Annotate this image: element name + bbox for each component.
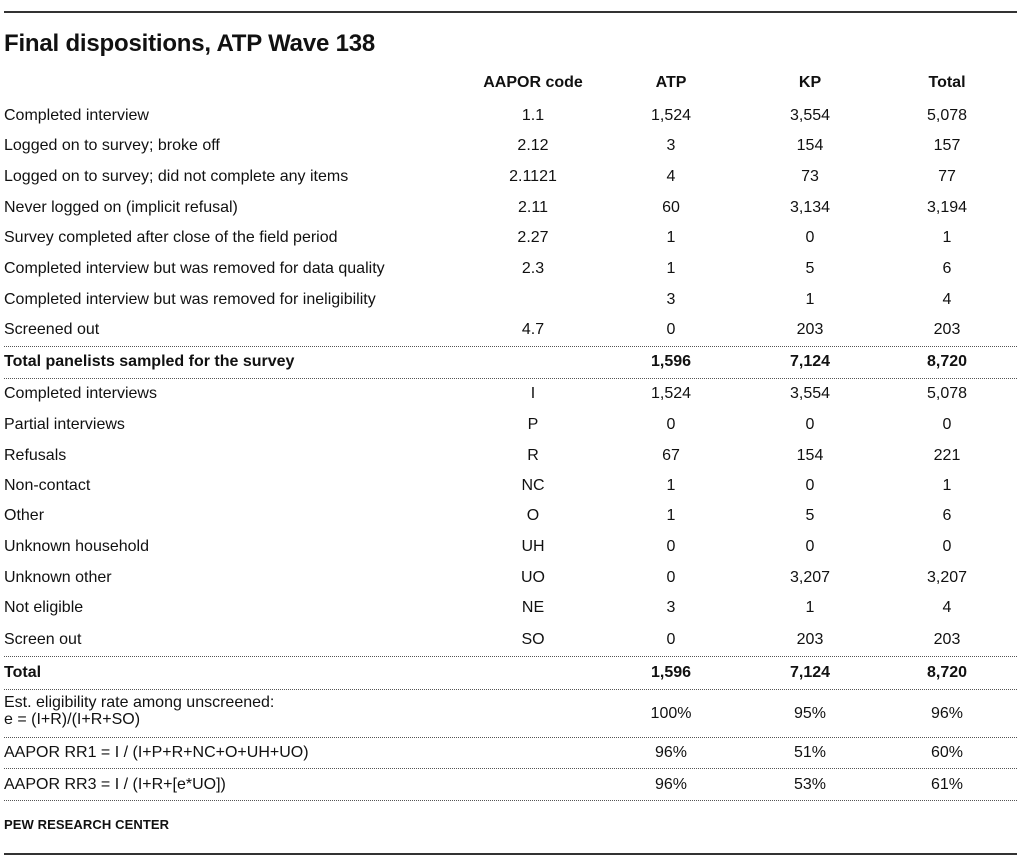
- row-kp: 95%: [793, 705, 827, 722]
- row-kp: 1: [805, 291, 815, 308]
- row-kp: 3,207: [789, 569, 831, 586]
- row-kp: 3,134: [789, 199, 831, 216]
- row-kp: 203: [796, 321, 824, 338]
- header-total: Total: [928, 74, 966, 91]
- header-aapor-code: AAPOR code: [483, 74, 583, 91]
- row-total: 221: [933, 447, 961, 464]
- row-code: 2.3: [521, 260, 545, 277]
- row-atp: 96%: [654, 776, 688, 793]
- row-total: 8,720: [926, 353, 968, 370]
- row-label: Total panelists sampled for the survey: [4, 353, 295, 370]
- row-code: NE: [521, 599, 545, 616]
- row-kp: 7,124: [789, 664, 831, 681]
- row-kp: 73: [801, 168, 819, 185]
- row-label: Never logged on (implicit refusal): [4, 199, 238, 216]
- row-atp: 0: [666, 321, 676, 338]
- row-kp: 0: [805, 416, 815, 433]
- row-atp: 1: [666, 477, 676, 494]
- row-atp: 3: [666, 599, 676, 616]
- row-label: Not eligible: [4, 599, 84, 616]
- row-kp: 0: [805, 229, 815, 246]
- row-total: 1: [942, 229, 952, 246]
- row-atp: 67: [662, 447, 680, 464]
- row-divider: [4, 346, 1017, 347]
- row-label: Logged on to survey; did not complete any items: [4, 168, 349, 185]
- row-code: 2.1121: [509, 168, 557, 185]
- row-kp: 154: [796, 137, 824, 154]
- table-row: [0, 694, 1024, 734]
- row-atp: 1: [666, 260, 676, 277]
- row-divider: [4, 737, 1017, 738]
- row-label-line1: Est. eligibility rate among unscreened:: [4, 694, 275, 711]
- row-label: Survey completed after close of the field period: [4, 229, 338, 246]
- row-label: Unknown household: [4, 538, 149, 555]
- row-atp: 1,524: [650, 385, 692, 402]
- row-label: Completed interview: [4, 107, 149, 124]
- row-divider: [4, 689, 1017, 690]
- row-atp: 0: [666, 569, 676, 586]
- row-total: 157: [933, 137, 961, 154]
- row-kp: 203: [796, 631, 824, 648]
- row-atp: 4: [666, 168, 676, 185]
- row-total: 6: [942, 260, 952, 277]
- row-total: 3,194: [926, 199, 968, 216]
- top-rule: [4, 11, 1017, 13]
- row-label: Other: [4, 507, 45, 524]
- row-code: UH: [521, 538, 545, 555]
- row-divider: [4, 800, 1017, 801]
- row-label: Non-contact: [4, 477, 91, 494]
- row-label: Unknown other: [4, 569, 112, 586]
- bottom-rule: [4, 853, 1017, 855]
- row-total: 77: [938, 168, 956, 185]
- row-kp: 0: [805, 538, 815, 555]
- row-code: I: [530, 385, 536, 402]
- row-total: 96%: [930, 705, 964, 722]
- row-total: 5,078: [926, 107, 968, 124]
- row-code: SO: [521, 631, 545, 648]
- row-atp: 3: [666, 137, 676, 154]
- row-total: 60%: [930, 744, 964, 761]
- row-atp: 96%: [654, 744, 688, 761]
- row-label: AAPOR RR3 = I / (I+R+[e*UO]): [4, 776, 226, 793]
- row-atp: 1: [666, 229, 676, 246]
- table-title: Final dispositions, ATP Wave 138: [4, 30, 376, 57]
- table-header: [0, 74, 1024, 96]
- row-kp: 1: [805, 599, 815, 616]
- row-label: Partial interviews: [4, 416, 125, 433]
- row-total: 5,078: [926, 385, 968, 402]
- row-code: UO: [521, 569, 545, 586]
- row-kp: 5: [805, 260, 815, 277]
- row-atp: 1: [666, 507, 676, 524]
- source-credit: PEW RESEARCH CENTER: [4, 817, 170, 832]
- row-code: 2.12: [517, 137, 549, 154]
- row-total: 1: [942, 477, 952, 494]
- row-atp: 1,596: [650, 353, 692, 370]
- row-code: O: [526, 507, 540, 524]
- row-code: NC: [521, 477, 545, 494]
- row-atp: 0: [666, 416, 676, 433]
- row-label: Screen out: [4, 631, 82, 648]
- row-code: P: [527, 416, 539, 433]
- row-kp: 3,554: [789, 385, 831, 402]
- row-label: Logged on to survey; broke off: [4, 137, 220, 154]
- row-divider: [4, 768, 1017, 769]
- row-kp: 154: [796, 447, 824, 464]
- row-total: 4: [942, 599, 952, 616]
- row-atp: 3: [666, 291, 676, 308]
- row-label: Completed interview but was removed for ineligibility: [4, 291, 376, 308]
- row-total: 0: [942, 416, 952, 433]
- row-label-line2: e = (I+R)/(I+R+SO): [4, 711, 141, 728]
- row-code: 2.27: [517, 229, 549, 246]
- row-code: 4.7: [521, 321, 545, 338]
- row-atp: 0: [666, 538, 676, 555]
- row-kp: 53%: [793, 776, 827, 793]
- row-kp: 7,124: [789, 353, 831, 370]
- row-kp: 3,554: [789, 107, 831, 124]
- row-atp: 1,524: [650, 107, 692, 124]
- row-code: 1.1: [521, 107, 545, 124]
- row-kp: 5: [805, 507, 815, 524]
- row-atp: 0: [666, 631, 676, 648]
- row-total: 0: [942, 538, 952, 555]
- row-atp: 60: [662, 199, 680, 216]
- row-kp: 0: [805, 477, 815, 494]
- row-divider: [4, 656, 1017, 657]
- row-total: 4: [942, 291, 952, 308]
- row-total: 203: [933, 321, 961, 338]
- row-atp: 100%: [650, 705, 692, 722]
- row-label: Refusals: [4, 447, 67, 464]
- row-label: [4, 694, 274, 728]
- row-label: AAPOR RR1 = I / (I+P+R+NC+O+UH+UO): [4, 744, 309, 761]
- row-total: 8,720: [926, 664, 968, 681]
- row-code: 2.11: [518, 199, 548, 216]
- row-label: Completed interviews: [4, 385, 157, 402]
- row-total: 61%: [930, 776, 964, 793]
- row-divider: [4, 378, 1017, 379]
- header-atp: ATP: [655, 74, 687, 91]
- row-total: 203: [933, 631, 961, 648]
- row-total: 3,207: [926, 569, 968, 586]
- row-label: Screened out: [4, 321, 100, 338]
- row-atp: 1,596: [650, 664, 692, 681]
- row-label: Completed interview but was removed for data quality: [4, 260, 385, 277]
- row-label: Total: [4, 664, 42, 681]
- row-code: R: [527, 447, 539, 464]
- row-total: 6: [942, 507, 952, 524]
- row-kp: 51%: [793, 744, 827, 761]
- header-kp: KP: [798, 74, 822, 91]
